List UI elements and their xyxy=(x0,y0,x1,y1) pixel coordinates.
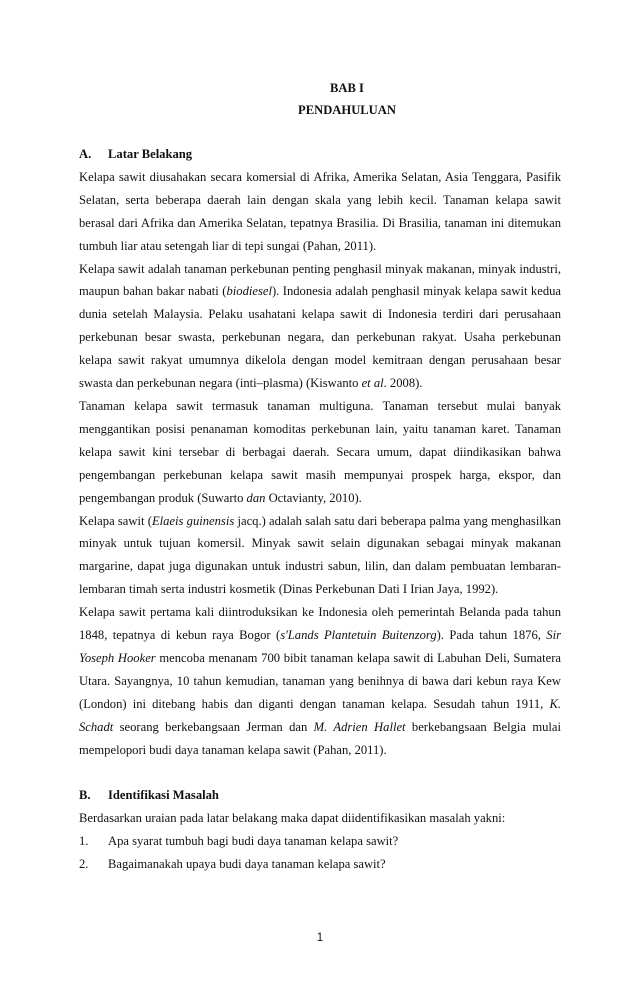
list-text: Apa syarat tumbuh bagi budi daya tanaman kelapa sawit? xyxy=(108,834,399,849)
list-item xyxy=(79,830,561,853)
italic-term: M. Adrien Hallet xyxy=(313,719,406,734)
paragraph: Kelapa sawit (Elaeis guinensis jacq.) adalah salah satu dari beberapa palma yang menghasilkan minyak untuk tujuan komersil. Minyak sawit selain digunakan sebagai minyak makanan margarine, dapat juga digunakan untuk industri sabun, lilin, dan dalam pembuatan lembaran-lembaran timah serta industri kosmetik (Dinas Perkebunan Dati I Irian Jaya, 1992). xyxy=(79,513,562,597)
italic-term: dan xyxy=(246,490,266,505)
italic-term: Sir Yoseph Hooker xyxy=(79,628,561,665)
italic-term: et al xyxy=(361,376,384,391)
page-number: 1 xyxy=(316,932,324,944)
section-letter: B. xyxy=(79,788,91,803)
section-title: Identifikasi Masalah xyxy=(108,788,219,803)
section-letter: A. xyxy=(79,147,92,161)
section-heading-latar-belakang xyxy=(79,143,561,166)
paragraph: Kelapa sawit adalah tanaman perkebunan penting penghasil minyak makanan, minyak industri, maupun bahan bakar nabati (biodiesel). Indonesia adalah penghasil minyak kelapa sawit kedua dunia setelah Malaysia. Pelaku usahatani kelapa sawit di Indonesia terdiri dari perusahaan perkebunan besar swasta, perkebunan negara, dan perkebunan rakyat. Usaha perkebunan kelapa sawit rakyat umumnya dikelola dengan model kemitraan dengan perusahaan besar swasta dan perkebunan negara (inti–plasma) (Kiswanto et al. 2008). xyxy=(79,261,562,391)
chapter-number: BAB I xyxy=(330,81,364,95)
italic-term: biodiesel xyxy=(226,284,272,299)
paragraph: Tanaman kelapa sawit termasuk tanaman multiguna. Tanaman tersebut mulai banyak menggantikan posisi penanaman komoditas perkebunan lain, yaitu tanaman karet. Tanaman kelapa sawit kini tersebar di berbagai daerah. Secara umum, dapat diindikasikan bahwa pengembangan perkebunan kelapa sawit masih mempunyai prospek harga, ekspor, dan pengembangan produk (Suwarto dan Octavianty, 2010). xyxy=(79,398,561,505)
list-number: 1. xyxy=(79,834,89,849)
list-item xyxy=(79,853,561,876)
italic-term: s'Lands Plantetuin Buitenzorg xyxy=(280,628,437,643)
section-title: Latar Belakang xyxy=(108,147,193,161)
page-content xyxy=(79,77,561,876)
chapter-title: PENDAHULUAN xyxy=(298,103,396,117)
italic-term: Elaeis guinensis xyxy=(151,513,235,528)
background-paragraphs xyxy=(79,166,561,762)
list-text: Bagaimanakah upaya budi daya tanaman kelapa sawit? xyxy=(108,857,386,872)
list-number: 2. xyxy=(79,857,89,872)
italic-term: K. Schadt xyxy=(79,696,561,734)
section-heading-identifikasi-masalah xyxy=(79,784,561,807)
paragraph: Kelapa sawit diusahakan secara komersial di Afrika, Amerika Selatan, Asia Tenggara, Pasifik Selatan, serta beberapa daerah lain dengan skala yang lebih kecil. Tanaman kelapa sawit berasal dari Afrika dan Amerika Selatan, tepatnya Brasilia. Di Brasilia, tanaman ini ditemukan tumbuh liar atau setengah liar di tepi sungai (Pahan, 2011). xyxy=(79,169,561,253)
problem-intro: Berdasarkan uraian pada latar belakang maka dapat diidentifikasikan masalah yakni: xyxy=(79,811,506,826)
paragraph: Kelapa sawit pertama kali diintroduksikan ke Indonesia oleh pemerintah Belanda pada tahun 1848, tepatnya di kebun raya Bogor (s'Lands Plantetuin Buitenzorg). Pada tahun 1876, Sir Yoseph Hooker mencoba menanam 700 bibit tanaman kelapa sawit di Labuhan Deli, Sumatera Utara. Sayangnya, 10 tahun kemudian, tanaman yang benihnya di bawa dari kebun raya Kew (London) ini ditebang habis dan diganti dengan tanaman kelapa. Sesudah tahun 1911, K. Schadt seorang berkebangsaan Jerman dan M. Adrien Hallet berkebangsaan Belgia mulai mempelopori budi daya tanaman kelapa sawit (Pahan, 2011). xyxy=(79,605,561,757)
